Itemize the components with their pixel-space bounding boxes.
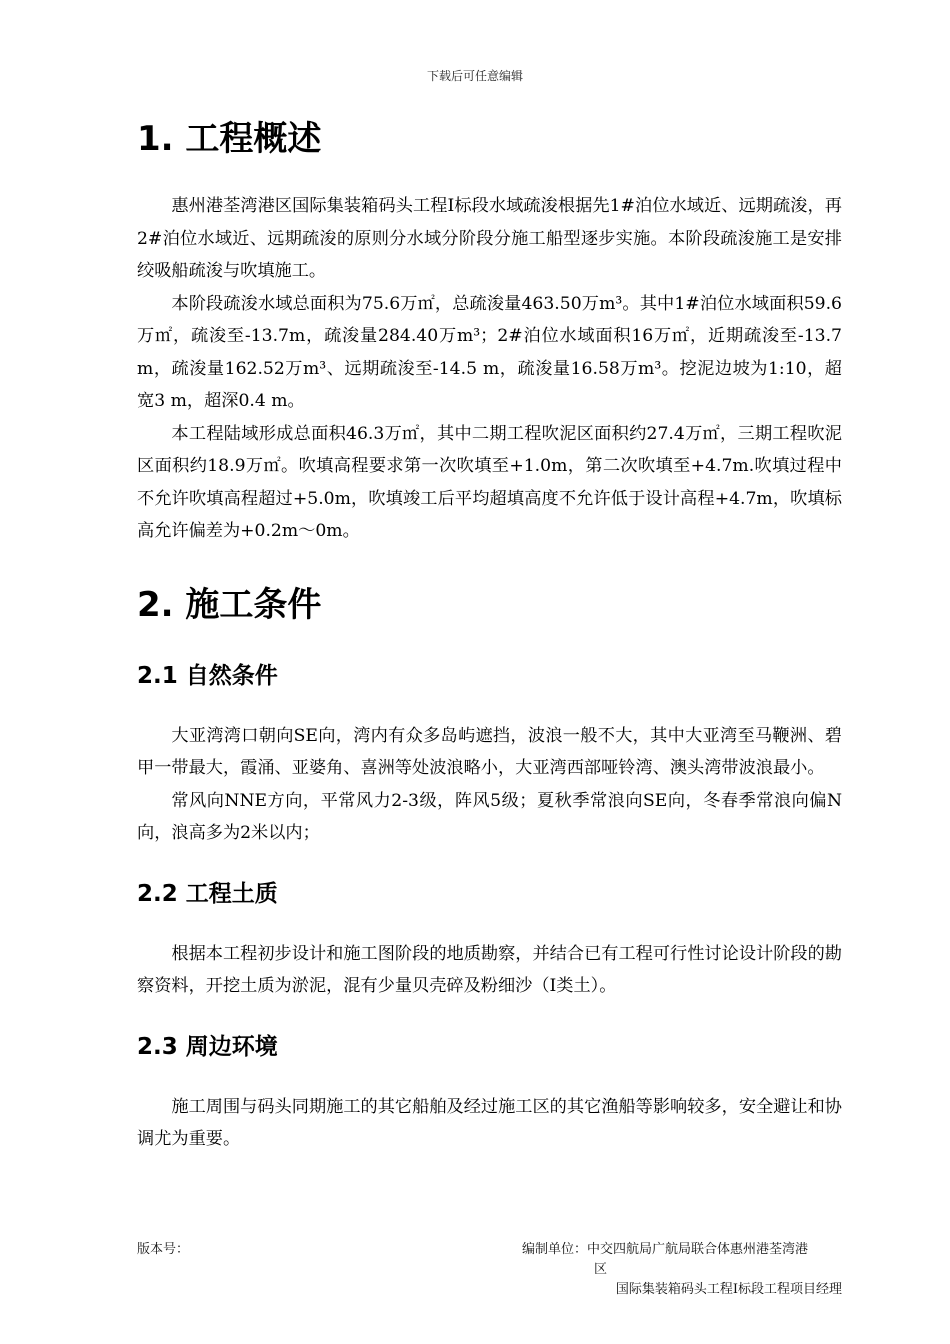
- section-1-paragraph-3: 本工程陆域形成总面积46.3万㎡，其中二期工程吹泥区面积约27.4万㎡，三期工程吹泥区面积约18.9万㎡。吹填高程要求第一次吹填至+1.0m，第二次吹填至+4.7m.吹填过程中不允许吹填高程超过+5.0m，吹填竣工后平均超填高度不允许低于设计高程+4.7m，吹填标高允许偏差为+0.2m～0m。: [137, 423, 842, 541]
- subsection-2-2-title: 2.2 工程土质: [137, 880, 278, 907]
- footer-unit-line-1: 编制单位：中交四航局广航局联合体惠州港荃湾港: [522, 1242, 809, 1257]
- footer-unit-line-2: 区: [594, 1262, 608, 1277]
- section-2-title: 2. 施工条件: [137, 584, 322, 625]
- subsection-2-1-paragraph-1: 大亚湾湾口朝向SE向，湾内有众多岛屿遮挡，波浪一般不大，其中大亚湾至马鞭洲、碧甲一带最大，霞涌、亚婆角、喜洲等处波浪略小，大亚湾西部哑铃湾、澳头湾带波浪最小。: [137, 725, 842, 778]
- subsection-2-3-title: 2.3 周边环境: [137, 1033, 278, 1060]
- footer-unit-line-3: 国际集装箱码头工程Ⅰ标段工程项目经理: [615, 1282, 842, 1297]
- subsection-2-3-paragraph-1: 施工周围与码头同期施工的其它船舶及经过施工区的其它渔船等影响较多，安全避让和协调尤为重要。: [137, 1096, 842, 1149]
- subsection-2-2-paragraph-1: 根据本工程初步设计和施工图阶段的地质勘察，并结合已有工程可行性讨论设计阶段的勘察资料，开挖土质为淤泥，混有少量贝壳碎及粉细沙（Ⅰ类土）。: [137, 943, 842, 996]
- page-header-note: 下载后可任意编辑: [426, 69, 523, 83]
- document-body: [137, 112, 842, 1156]
- section-1-paragraph-1: 惠州港荃湾港区国际集装箱码头工程Ⅰ标段水域疏浚根据先1#泊位水域近、远期疏浚，再2#泊位水域近、远期疏浚的原则分水域分阶段分施工船型逐步实施。本阶段疏浚施工是安排绞吸船疏浚与吹填施工。: [137, 196, 842, 281]
- subsection-2-1-paragraph-2: 常风向NNE方向，平常风力2-3级，阵风5级；夏秋季常浪向SE向，冬春季常浪向偏N向，浪高多为2米以内；: [137, 790, 842, 843]
- footer-compiling-unit: [522, 1240, 842, 1300]
- section-1-paragraph-2: 本阶段疏浚水域总面积为75.6万㎡，总疏浚量463.50万m³。其中1#泊位水域面积59.6万㎡，疏浚至-13.7m，疏浚量284.40万m³；2#泊位水域面积16万㎡，近期疏浚至-13.7 m，疏浚量162.52万m³、远期疏浚至-14.5 m，疏浚量16.58万m³。挖泥边坡为1:10，超宽3 m，超深0.4 m。: [137, 293, 842, 411]
- section-1-title: 1. 工程概述: [137, 119, 322, 159]
- footer-version-label: 版本号：: [137, 1242, 190, 1257]
- subsection-2-1-title: 2.1 自然条件: [137, 662, 278, 689]
